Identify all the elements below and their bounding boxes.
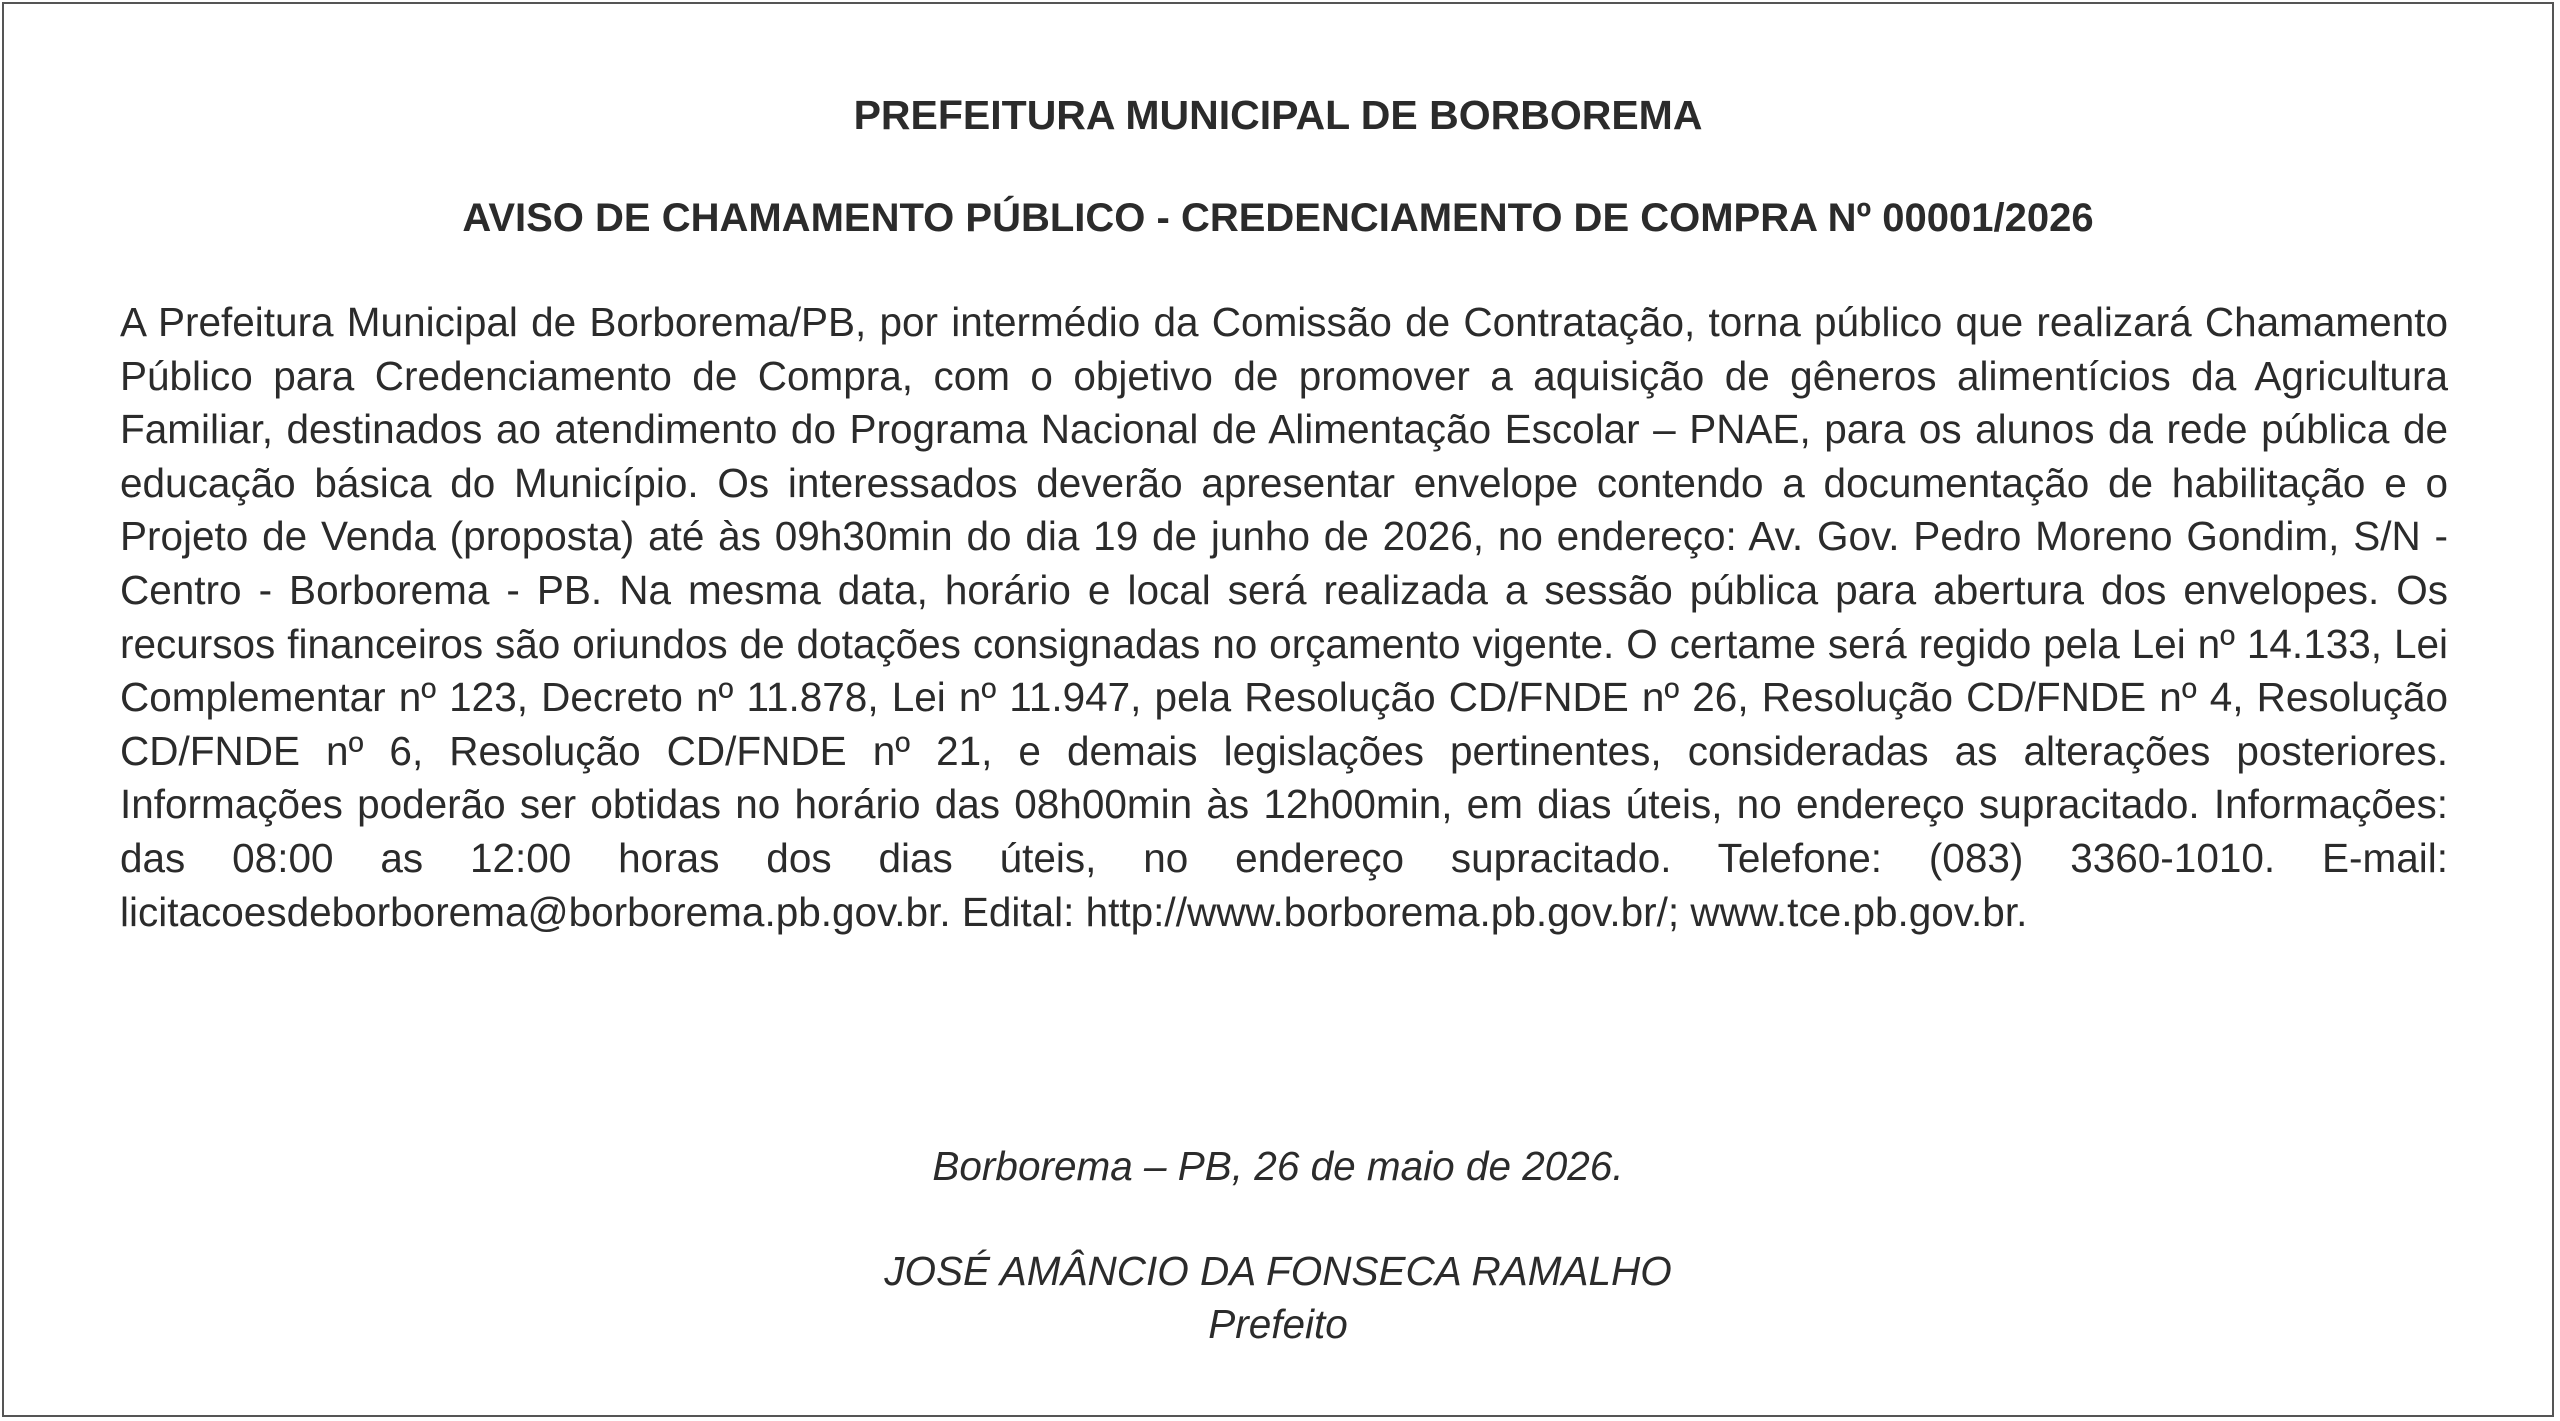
signature-block [4, 1140, 2552, 1351]
notice-body: A Prefeitura Municipal de Borborema/PB, por intermédio da Comissão de Contratação, torna público que realizará Chamamento Público para Credenciamento de Compra, com o objetivo de promover a aquisição de gêneros alimentícios da Agricultura Familiar, destinados ao atendimento do Programa Nacional de Alimentação Escolar – PNAE, para os alunos da rede pública de educação básica do Município. Os interessados deverão apresentar envelope contendo a documentação de habilitação e o Projeto de Venda (proposta) até às 09h30min do dia 19 de junho de 2026, no endereço: Av. Gov. Pedro Moreno Gondim, S/N - Centro - Borborema - PB. Na mesma data, horário e local será realizada a sessão pública para abertura dos envelopes. Os recursos financeiros são oriundos de dotações consignadas no orçamento vigente. O certame será regido pela Lei nº 14.133, Lei Complementar nº 123, Decreto nº 11.878, Lei nº 11.947, pela Resolução CD/FNDE nº 26, Resolução CD/FNDE nº 4, Resolução CD/FNDE nº 6, Resolução CD/FNDE nº 21, e demais legislações pertinentes, consideradas as alterações posteriores. Informações poderão ser obtidas no horário das 08h00min às 12h00min, em dias úteis, no endereço supracitado. Informações: das 08:00 as 12:00 horas dos dias úteis, no endereço supracitado. Telefone: (083) 3360-1010. E-mail: licitacoesdeborborema@borborema.pb.gov.br. Edital: http://www.borborema.pb.gov.br/; www.tce.pb.gov.br. [120, 299, 2448, 935]
signature-name: JOSÉ AMÂNCIO DA FONSECA RAMALHO [884, 1248, 1672, 1294]
notice-frame [2, 2, 2554, 1417]
notice-title: AVISO DE CHAMAMENTO PÚBLICO - CREDENCIAMENTO DE COMPRA Nº 00001/2026 [462, 196, 2094, 240]
organization-title: PREFEITURA MUNICIPAL DE BORBOREMA [853, 92, 1703, 138]
signature-role: Prefeito [1208, 1301, 1348, 1347]
signature-place-date: Borborema – PB, 26 de maio de 2026. [932, 1143, 1624, 1189]
